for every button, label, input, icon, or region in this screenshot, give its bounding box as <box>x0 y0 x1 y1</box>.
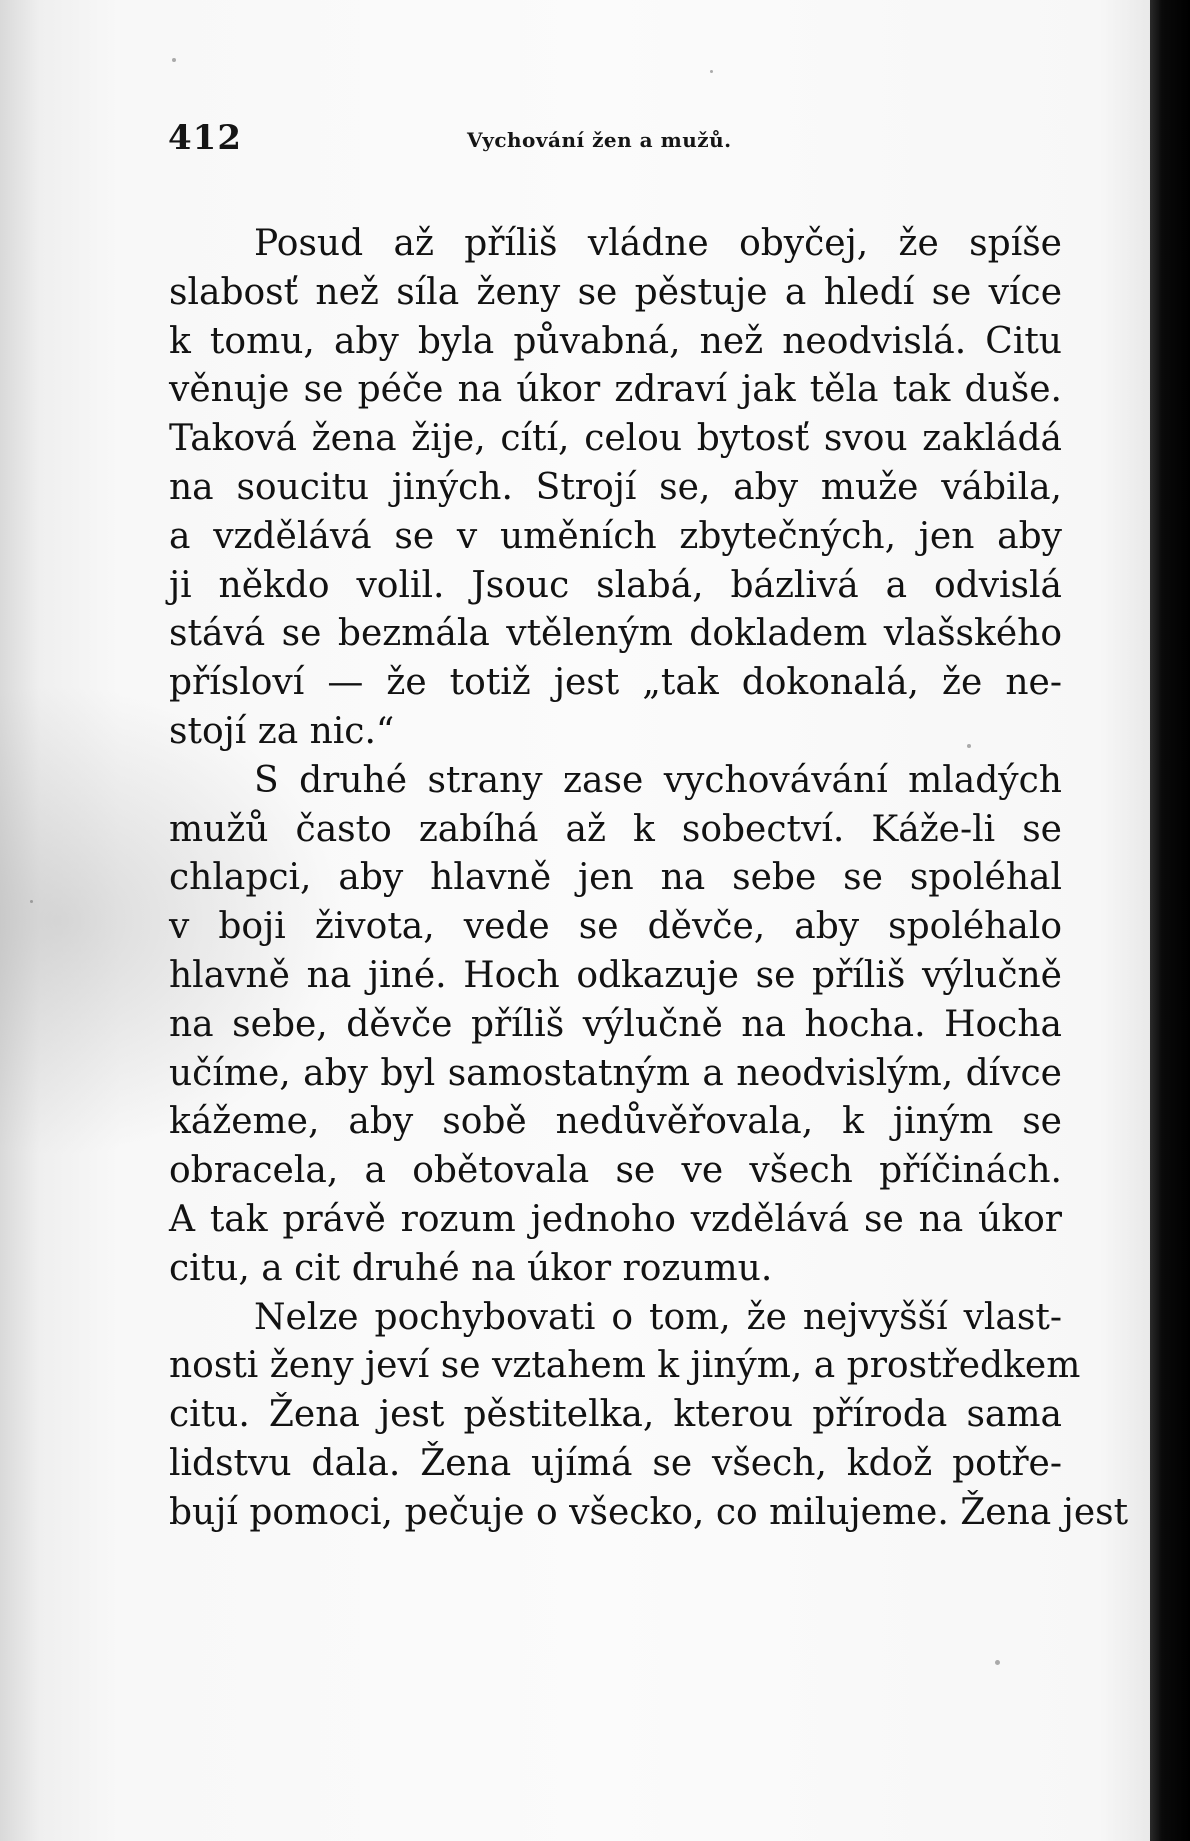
text-line: věnuje se péče na úkor zdraví jak těla tak duše. <box>169 369 1062 411</box>
text-line: chlapci, aby hlavně jen na sebe se spoléhal <box>169 857 1062 899</box>
text-line: nosti ženy jeví se vztahem k jiným, a prostředkem <box>169 1345 1081 1387</box>
text-line: kážeme, aby sobě nedůvěřovala, k jiným se <box>169 1101 1062 1143</box>
text-line: hlavně na jiné. Hoch odkazuje se příliš výlučně <box>169 954 1062 996</box>
text-line: lidstvu dala. Žena ujímá se všech, kdož potře- <box>169 1442 1062 1484</box>
text-line: na sebe, děvče příliš výlučně na hocha. Hocha <box>169 1003 1062 1045</box>
text-line: mužů často zabíhá až k sobectví. Káže-li se <box>169 808 1062 850</box>
text-line: v boji života, vede se děvče, aby spoléhalo <box>169 906 1062 948</box>
text-line: Posud až příliš vládne obyčej, že spíše <box>254 223 1062 264</box>
text-line: k tomu, aby byla půvabná, než neodvislá. Citu <box>169 320 1062 362</box>
ink-speck <box>172 58 176 62</box>
text-line: A tak právě rozum jednoho vzdělává se na úkor <box>169 1198 1062 1240</box>
ink-speck <box>30 900 33 903</box>
ink-speck <box>710 70 713 73</box>
text-line: Nelze pochybovati o tom, že nejvyšší vlast- <box>254 1296 1062 1338</box>
body-text <box>169 220 1129 1538</box>
text-line: S druhé strany zase vychovávání mladých <box>254 759 1062 801</box>
text-line: citu, a cit druhé na úkor rozumu. <box>169 1247 773 1289</box>
text-line: přísloví — že totiž jest „tak dokonalá, že ne- <box>169 662 1062 704</box>
page-edge-shadow <box>1150 0 1190 1841</box>
ink-speck <box>995 1660 1000 1665</box>
page-number: 412 <box>168 118 242 158</box>
text-line: na soucitu jiných. Strojí se, aby muže vábila, <box>169 466 1062 508</box>
text-line: stává se bezmála vtěleným dokladem vlašského <box>169 613 1062 655</box>
text-line: bují pomoci, pečuje o všecko, co milujeme. Žena jest <box>169 1491 1129 1533</box>
running-title: Vychování žen a mužů. <box>467 128 732 152</box>
text-line: obracela, a obětovala se ve všech příčinách. <box>169 1150 1062 1192</box>
text-line: učíme, aby byl samostatným a neodvislým, dívce <box>169 1052 1062 1094</box>
page-header <box>168 118 1068 168</box>
text-line: citu. Žena jest pěstitelka, kterou příroda sama <box>169 1394 1062 1436</box>
text-line: a vzdělává se v uměních zbytečných, jen aby <box>169 515 1062 557</box>
text-line: Taková žena žije, cítí, celou bytosť svou zakládá <box>169 418 1062 460</box>
text-line: slabosť než síla ženy se pěstuje a hledí se více <box>169 271 1062 313</box>
text-line: ji někdo volil. Jsouc slabá, bázlivá a odvislá <box>169 564 1062 606</box>
text-line: stojí za nic.“ <box>169 710 395 752</box>
